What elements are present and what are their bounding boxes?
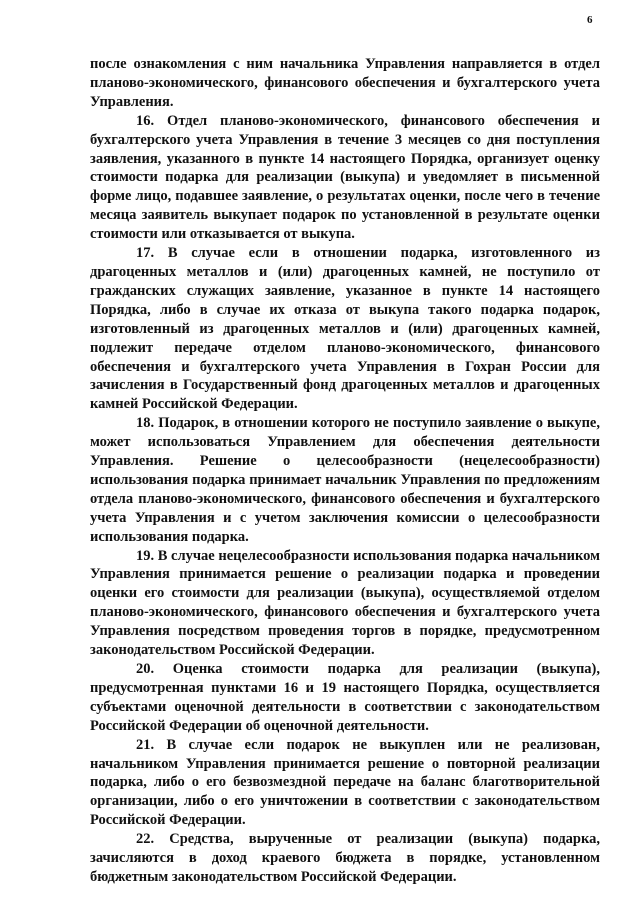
paragraph-continuation: после ознакомления с ним начальника Управления направляется в отдел планово-экономического, финансового обеспечения и бухгалтерского учета Управления. <box>90 56 600 110</box>
paragraph-20: 20. Оценка стоимости подарка для реализации (выкупа), предусмотренная пунктами 16 и 19 настоящего Порядка, осуществляется субъектами оценочной деятельности в соответствии с законодательством Российской Федерации об оценочной деятельности. <box>90 661 600 734</box>
document-body <box>90 55 600 887</box>
paragraph-16: 16. Отдел планово-экономического, финансового обеспечения и бухгалтерского учета Управления в течение 3 месяцев со дня поступления заявления, указанного в пункте 14 настоящего Порядка, организует оценку стоимости подарка для реализации (выкупа) и уведомляет в письменной форме лицо, подавшее заявление, о результатах оценки, после чего в течение месяца заявитель выкупает подарок по установленной в результате оценки стоимости или отказывается от выкупа. <box>90 112 600 243</box>
paragraph-18: 18. Подарок, в отношении которого не поступило заявление о выкупе, может использоваться Управлением для обеспечения деятельности Управления. Решение о целесообразности (нецелесообразности) использования подарка принимает начальник Управления по предложениям отдела планово-экономического, финансового обеспечения и бухгалтерского учета Управления и с учетом заключения комиссии о целесообразности использования подарка. <box>90 415 600 545</box>
paragraph-19: 19. В случае нецелесообразности использования подарка начальником Управления принимается решение о реализации подарка и проведении оценки его стоимости для реализации (выкупа), осуществляемой отделом планово-экономического, финансового обеспечения и бухгалтерского учета Управления посредством проведения торгов в порядке, предусмотренном законодательством Российской Федерации. <box>90 547 600 659</box>
page-number: 6 <box>587 14 593 26</box>
paragraph-22: 22. Средства, вырученные от реализации (выкупа) подарка, зачисляются в доход краевого бюджета в порядке, установленном бюджетным законодательством Российской Федерации. <box>90 831 600 885</box>
paragraph-21: 21. В случае если подарок не выкуплен или не реализован, начальником Управления принимается решение о повторной реализации подарка, либо о его безвозмездной передаче на баланс благотворительной организации, либо о его уничтожении в соответствии с законодательством Российской Федерации. <box>90 736 600 829</box>
paragraph-17: 17. В случае если в отношении подарка, изготовленного из драгоценных металлов и (или) драгоценных камней, не поступило от гражданских служащих заявление, указанное в пункте 14 настоящего Порядка, либо в случае их отказа от выкупа такого подарка подарок, изготовленный из драгоценных металлов и (или) драгоценных камней, подлежит передаче отделом планово-экономического, финансового обеспечения и бухгалтерского учета Управления в Гохран России для зачисления в Государственный фонд драгоценных металлов и драгоценных камней Российской Федерации. <box>90 245 600 413</box>
